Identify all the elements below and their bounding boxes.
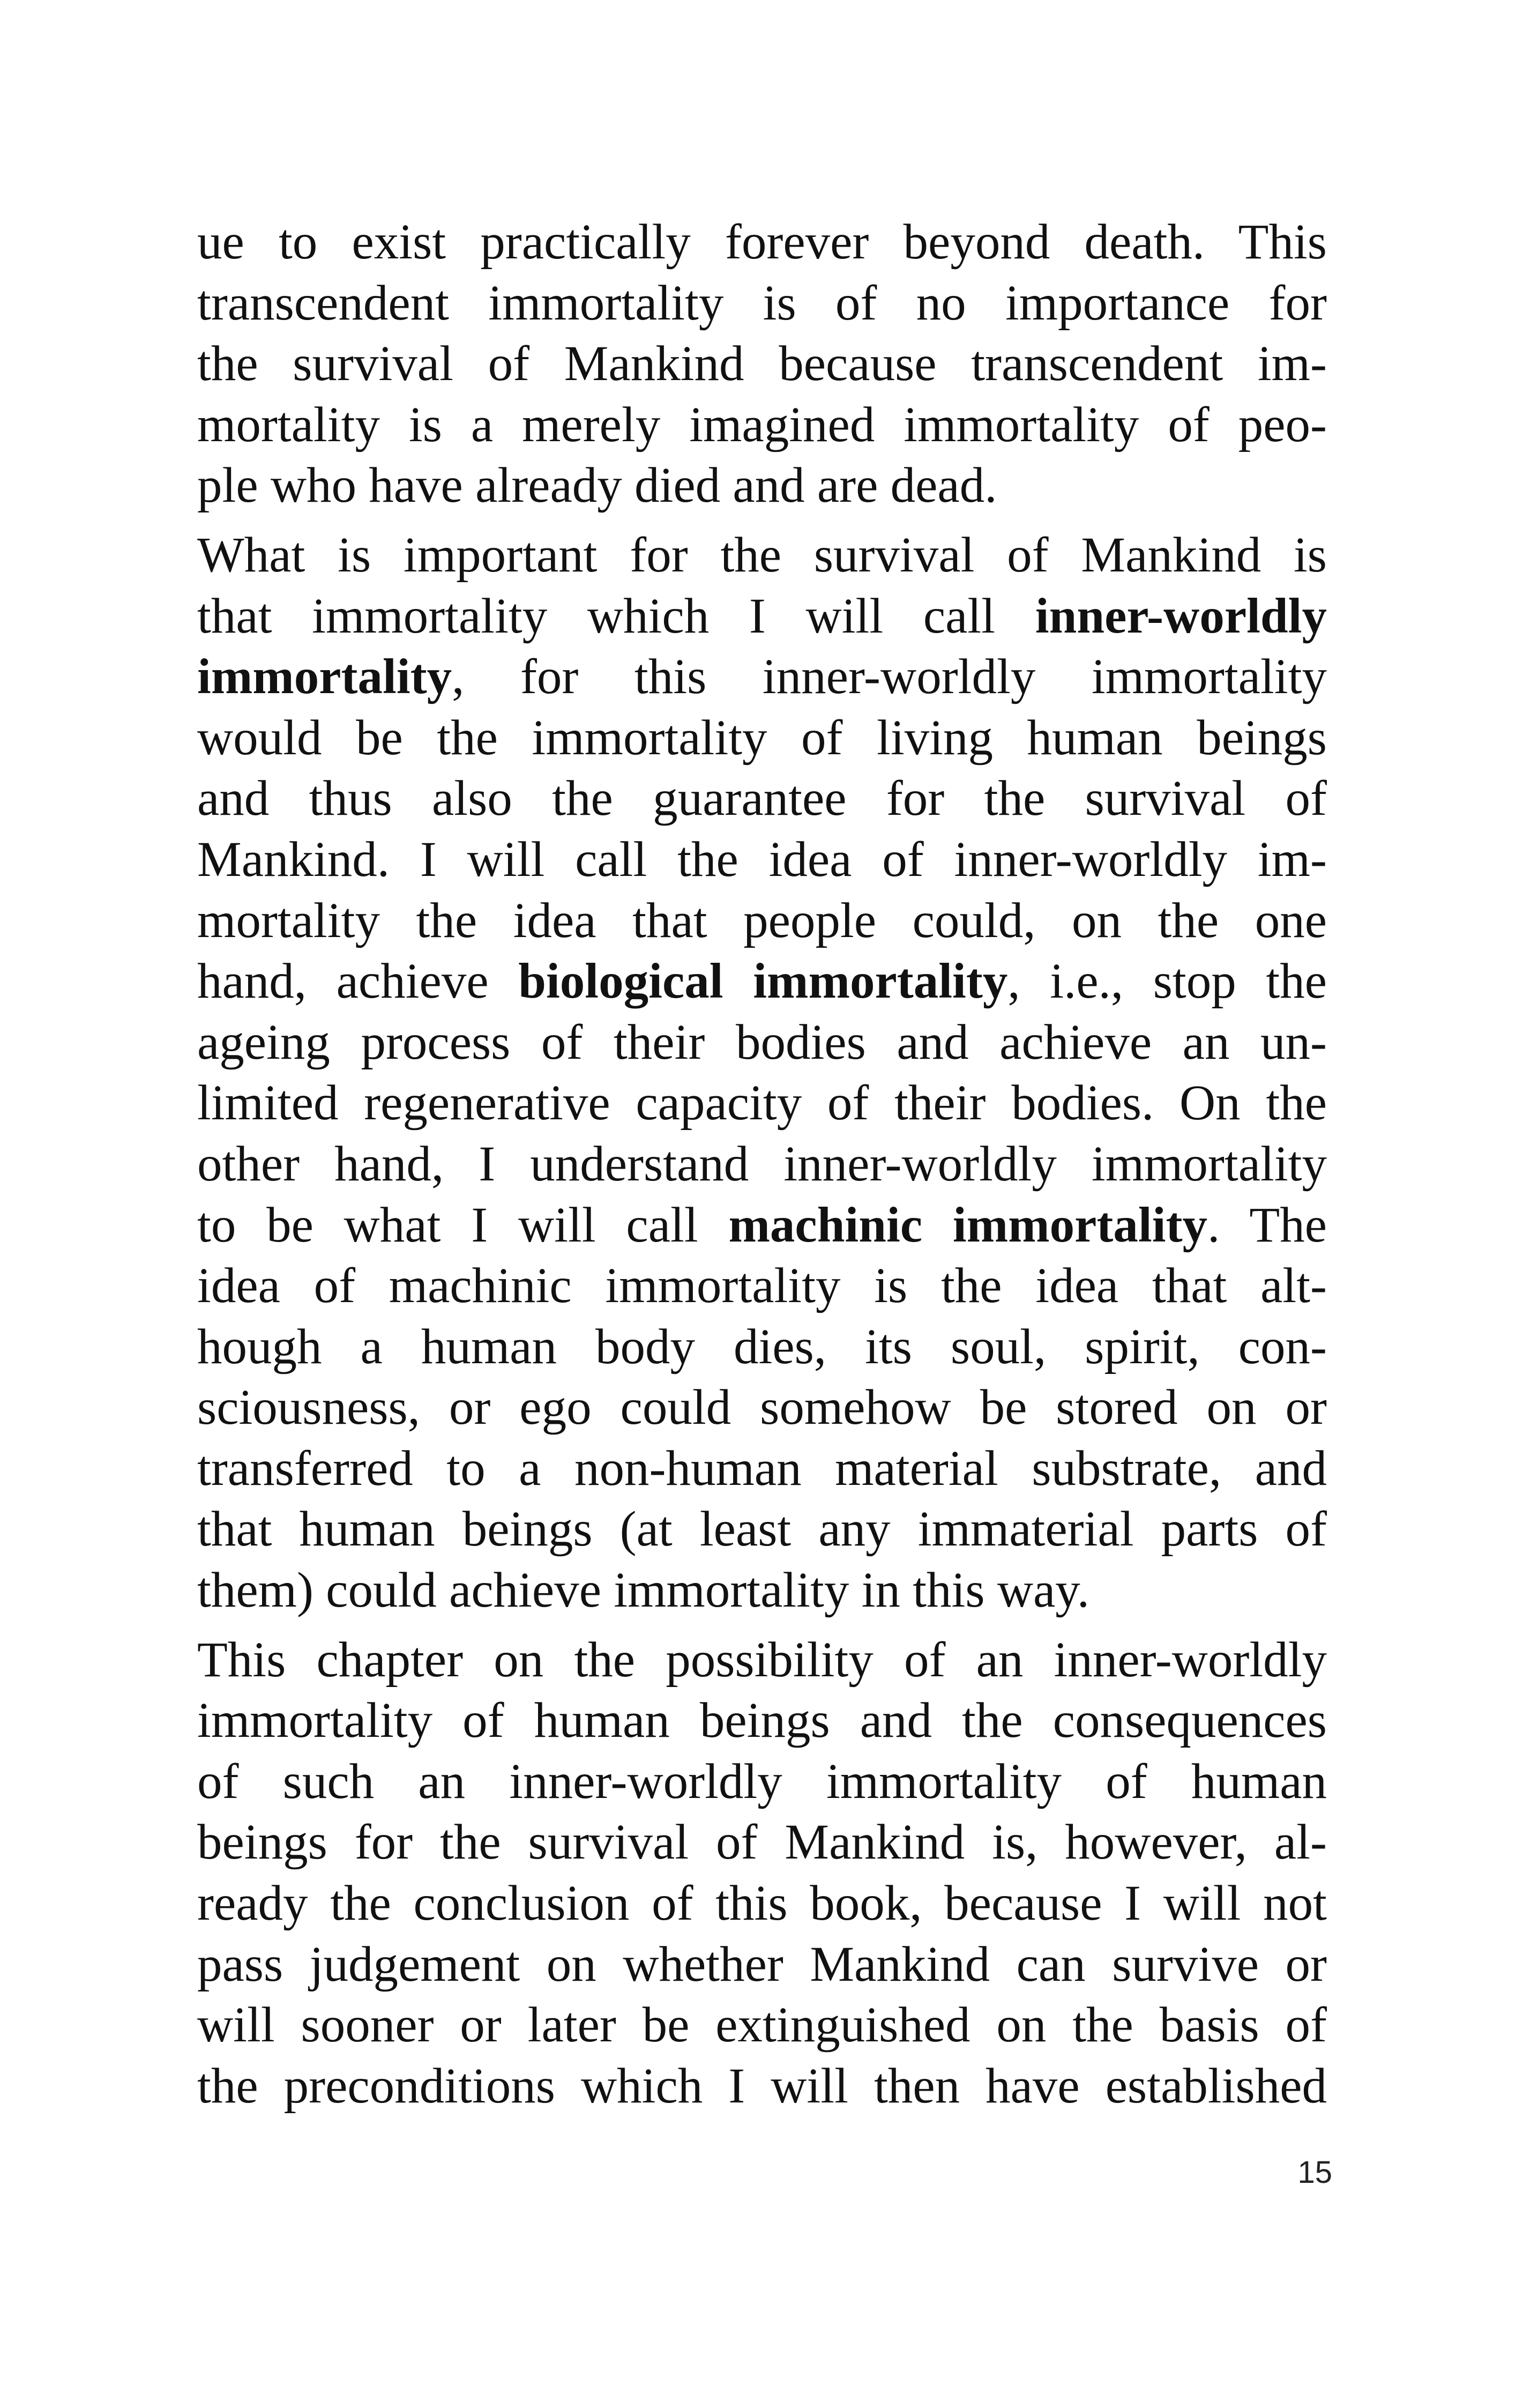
text-run: mortality the idea that people could, on the one <box>197 893 1327 948</box>
text-run: and thus also the guarantee for the survival of <box>197 771 1327 827</box>
text-line <box>197 1499 1327 1560</box>
text-run: What is important for the survival of Mankind is <box>197 527 1327 583</box>
text-line <box>197 455 1327 516</box>
text-run: them) could achieve immortality in this way. <box>197 1563 1089 1618</box>
text-run: idea of machinic immortality is the idea that alt- <box>197 1258 1327 1314</box>
text-run: that human beings (at least any immaterial parts of <box>197 1502 1327 1557</box>
text-run: ple who have already died and are dead. <box>197 458 997 514</box>
text-line <box>197 1934 1327 1995</box>
text-run: hand, achieve <box>197 954 519 1009</box>
text-line <box>197 1377 1327 1438</box>
paragraph <box>197 1630 1327 2117</box>
text-line <box>197 1873 1327 1934</box>
text-run: ageing process of their bodies and achieve an un- <box>197 1014 1327 1070</box>
text-line <box>197 1195 1327 1256</box>
text-line <box>197 1438 1327 1499</box>
text-run: transferred to a non-human material substrate, and <box>197 1440 1327 1496</box>
text-run: limited regenerative capacity of their bodies. On the <box>197 1075 1327 1131</box>
text-run: This chapter on the possibility of an inner-worldly <box>197 1632 1327 1688</box>
text-run: mortality is a merely imagined immortality of peo- <box>197 397 1327 452</box>
body-text <box>197 212 1327 2116</box>
text-line <box>197 890 1327 952</box>
text-run: , i.e., stop the <box>1007 954 1327 1009</box>
text-line <box>197 586 1327 647</box>
text-run: beings for the survival of Mankind is, however, al- <box>197 1815 1327 1870</box>
text-line <box>197 395 1327 456</box>
text-run: Mankind. I will call the idea of inner-worldly im- <box>197 831 1327 887</box>
text-run: to be what I will call <box>197 1197 729 1253</box>
text-line <box>197 829 1327 890</box>
text-run: . The <box>1207 1197 1327 1253</box>
text-run: hough a human body dies, its soul, spirit, con- <box>197 1319 1327 1374</box>
text-line <box>197 1560 1327 1621</box>
text-line <box>197 1690 1327 1751</box>
text-run: sciousness, or ego could somehow be stored on or <box>197 1380 1327 1436</box>
text-line <box>197 525 1327 586</box>
text-line <box>197 1812 1327 1873</box>
text-run: that immortality which I will call <box>197 588 1035 644</box>
paragraph <box>197 525 1327 1621</box>
text-line <box>197 708 1327 769</box>
text-line <box>197 333 1327 395</box>
text-line <box>197 1995 1327 2056</box>
text-run: of such an inner-worldly immortality of human <box>197 1753 1327 1809</box>
text-run: , for this inner-worldly immortality <box>452 649 1327 705</box>
page-number: 15 <box>1297 2155 1332 2190</box>
text-run: the preconditions which I will then have established <box>197 2058 1327 2114</box>
text-line <box>197 646 1327 708</box>
text-run: ue to exist practically forever beyond death. This <box>197 214 1327 270</box>
text-run: ready the conclusion of this book, because I will not <box>197 1876 1327 1931</box>
text-line <box>197 1073 1327 1134</box>
bold-term: biological immortality <box>518 954 1008 1009</box>
bold-term: inner-worldly <box>1035 588 1327 644</box>
text-line <box>197 1317 1327 1378</box>
text-run: transcendent immortality is of no importance for <box>197 275 1327 331</box>
text-line <box>197 1630 1327 1691</box>
text-run: immortality of human beings and the consequences <box>197 1693 1327 1749</box>
bold-term: machinic immortality <box>728 1197 1208 1253</box>
text-line <box>197 1134 1327 1195</box>
text-line <box>197 1012 1327 1073</box>
bold-term: immortality <box>197 649 452 705</box>
text-run: will sooner or later be extinguished on the basis of <box>197 1997 1327 2053</box>
text-line <box>197 768 1327 829</box>
text-line <box>197 212 1327 273</box>
text-line <box>197 1751 1327 1812</box>
text-run: the survival of Mankind because transcendent im- <box>197 336 1327 392</box>
paragraph <box>197 212 1327 516</box>
text-run: pass judgement on whether Mankind can survive or <box>197 1936 1327 1992</box>
text-line <box>197 951 1327 1012</box>
text-run: would be the immortality of living human beings <box>197 710 1327 765</box>
text-line <box>197 2056 1327 2117</box>
text-run: other hand, I understand inner-worldly immortality <box>197 1136 1327 1192</box>
text-line <box>197 1255 1327 1317</box>
text-line <box>197 273 1327 334</box>
